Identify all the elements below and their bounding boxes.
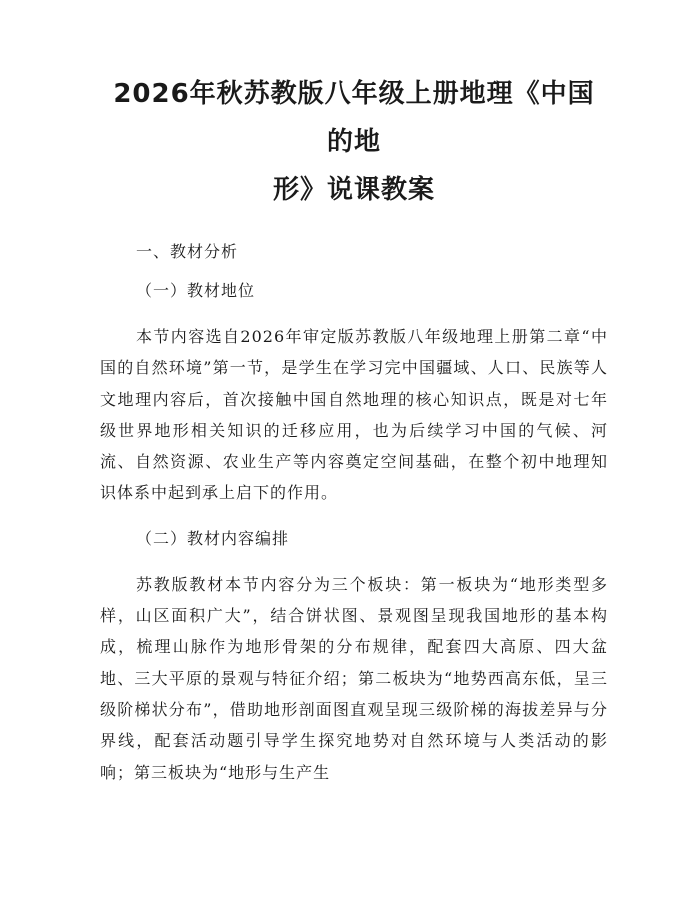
title-line-2: 形》说课教案 — [272, 175, 435, 205]
subsection-heading-content-arrangement: （二）教材内容编排 — [136, 528, 290, 548]
section-heading-textbook-analysis: 一、教材分析 — [136, 242, 239, 261]
subsection-heading-textbook-position: （一）教材地位 — [136, 281, 256, 300]
paragraph-content-arrangement: 苏教版教材本节内容分为三个板块：第一板块为“地形类型多样，山区面积广大”，结合饼状图、景观图呈现我国地形的基本构成，梳理山脉作为地形骨架的分布规律，配套四大高原、四大盆地、三大平原的景观与特征介绍；第二板块为“地势西高东低，呈三级阶梯状分布”，借助地形剖面图直观呈现三级阶梯的海拔差异与分界线，配套活动题引导学生探究地势对自然环境与人类活动的影响；第三板块为“地形与生产生 — [100, 574, 608, 782]
document-title — [100, 70, 608, 214]
title-line-1: 2026年秋苏教版八年级上册地理《中国的地 — [113, 79, 595, 157]
paragraph-textbook-position: 本节内容选自2026年审定版苏教版八年级地理上册第二章“中国的自然环境”第一节，是学生在学习完中国疆域、人口、民族等人文地理内容后，首次接触中国自然地理的核心知识点，既是对七年级世界地形相关知识的迁移应用，也为后续学习中国的气候、河流、自然资源、农业生产等内容奠定空间基础，在整个初中地理知识体系中起到承上启下的作用。 — [100, 327, 608, 503]
